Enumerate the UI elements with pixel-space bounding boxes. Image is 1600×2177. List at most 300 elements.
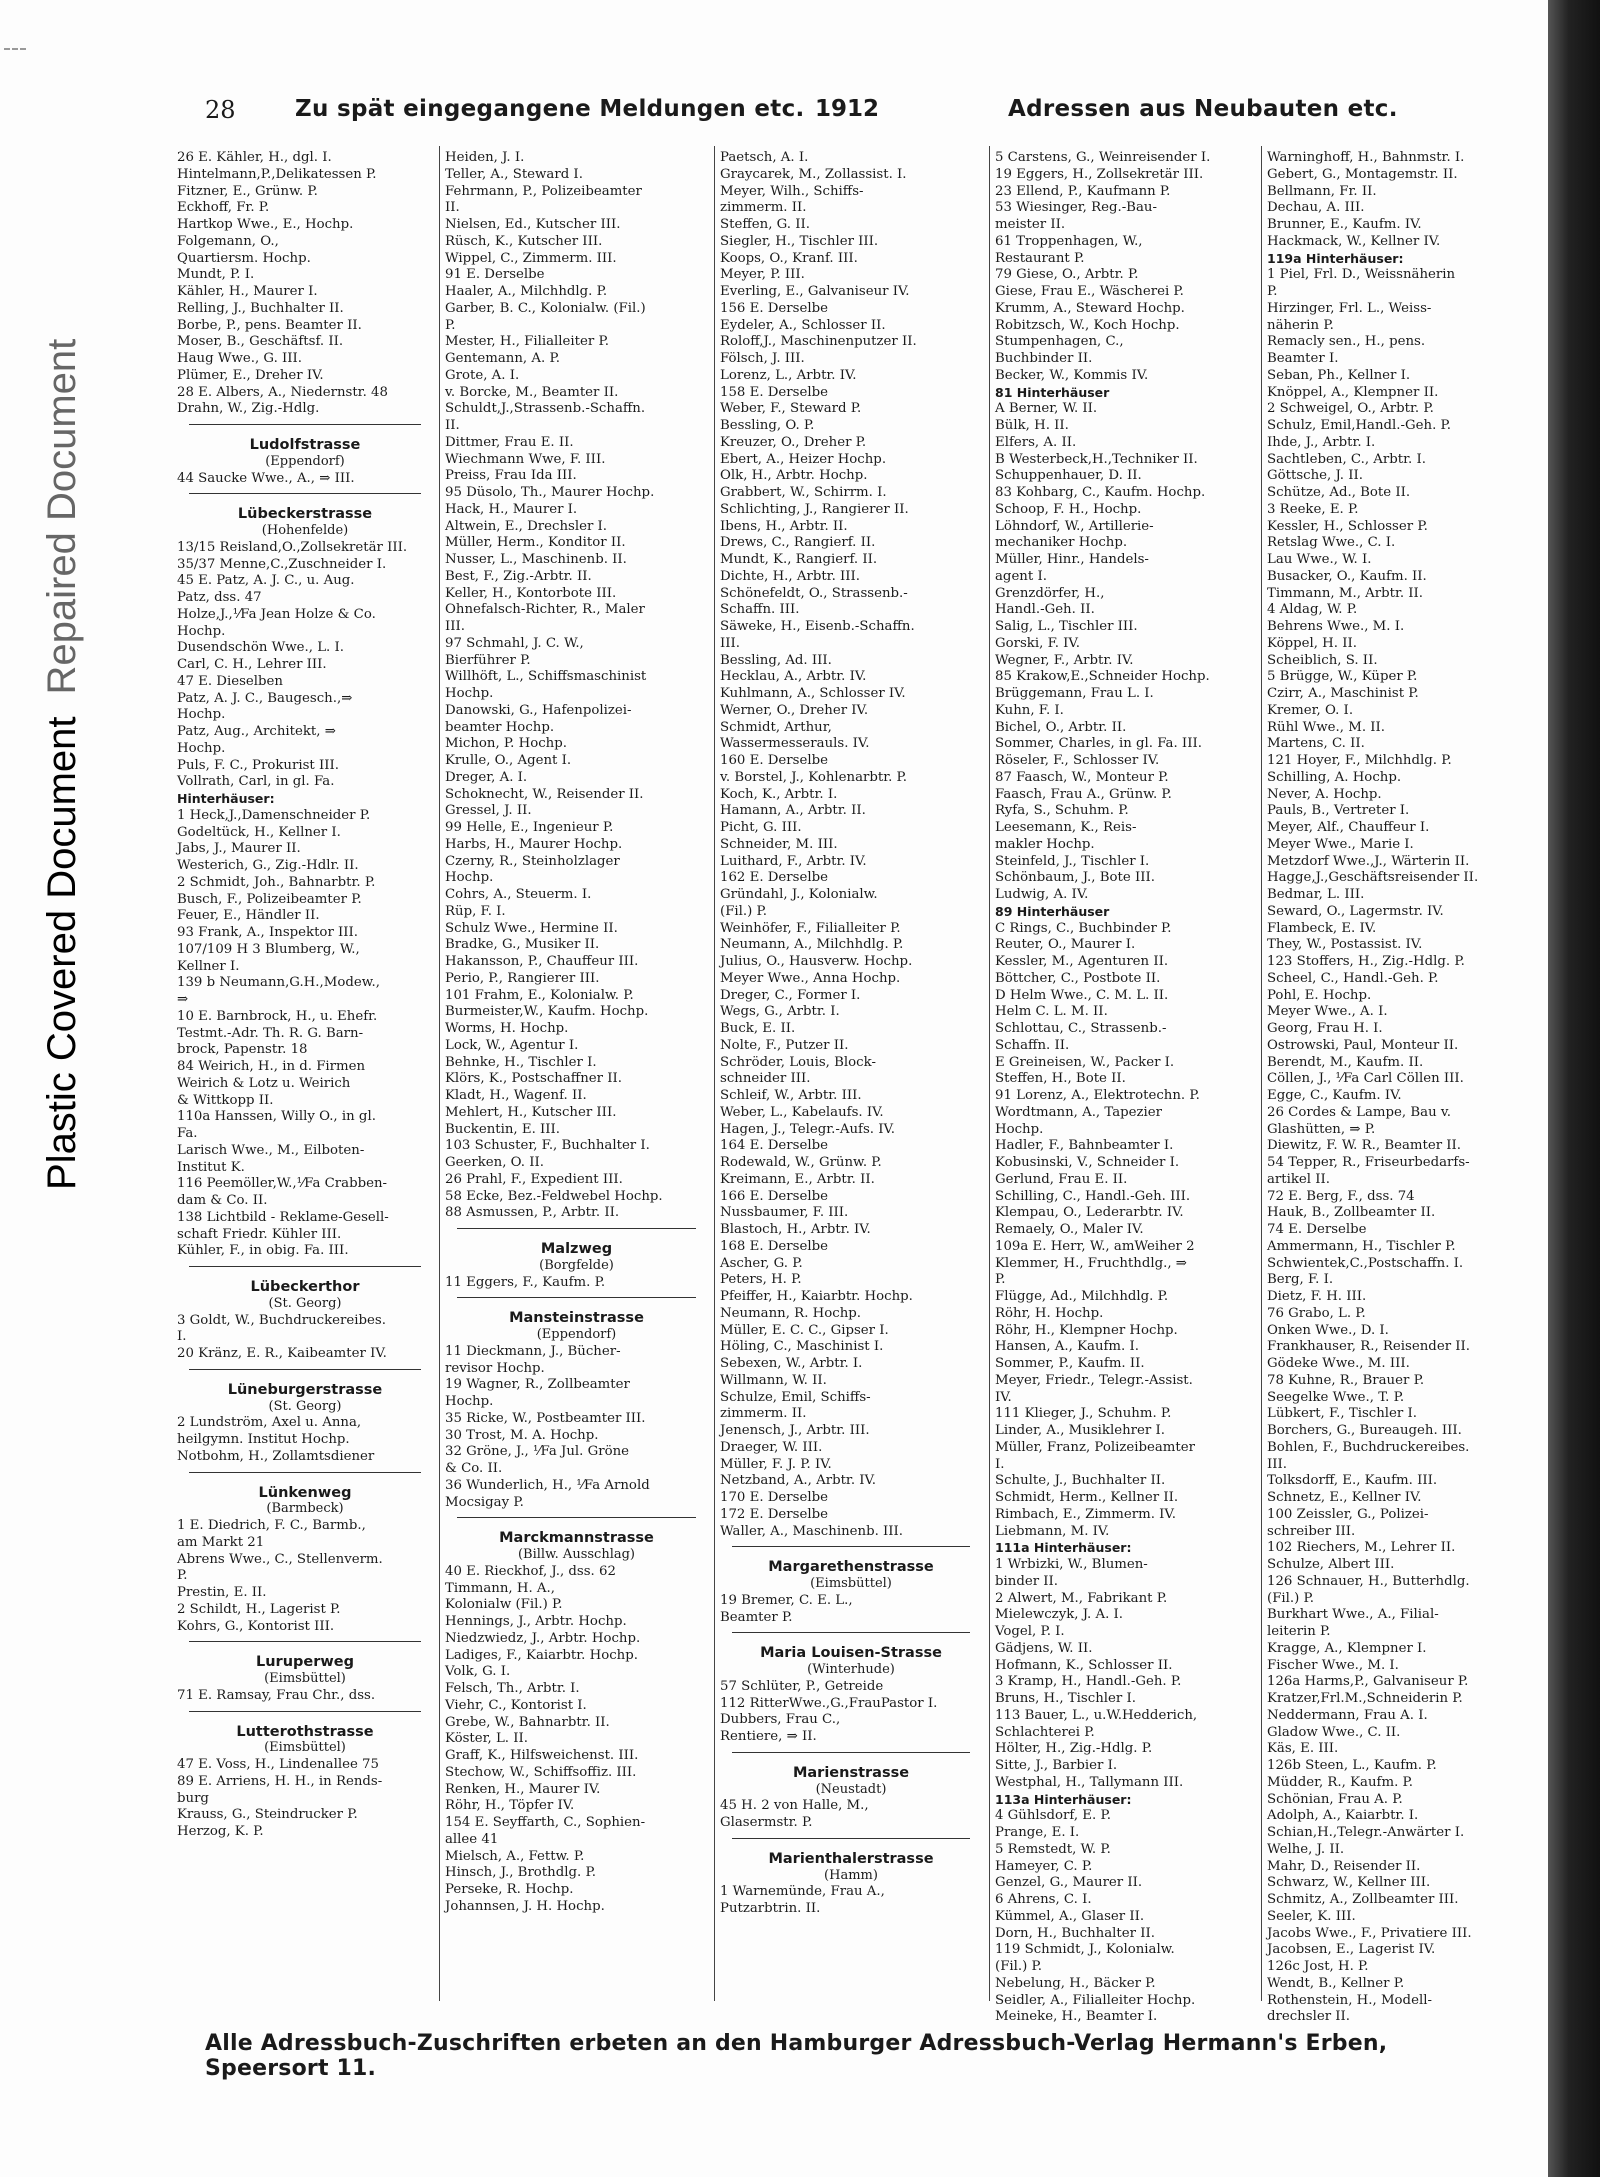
directory-entry: Mehlert, H., Kutscher III. [445, 1104, 617, 1120]
directory-entry: Altwein, E., Drechsler I. [445, 518, 608, 534]
directory-entry: Schoop, F. H., Hochp. [995, 501, 1142, 517]
directory-entry: Röhr, H. Hochp. [995, 1305, 1104, 1321]
directory-entry: 11 Dieckmann, J., Bücher- [445, 1343, 621, 1359]
directory-entry: III. [445, 619, 465, 634]
directory-entry: Tolksdorff, E., Kaufm. III. [1267, 1473, 1438, 1489]
directory-entry: 164 E. Derselbe [720, 1138, 828, 1154]
district-label: (Hamm) [824, 1867, 878, 1883]
directory-entry: 1 Wrbizki, W., Blumen- [995, 1557, 1148, 1572]
district-label: (Borgfelde) [539, 1257, 614, 1273]
directory-entry: Schmitz, A., Zollbeamter III. [1267, 1892, 1459, 1907]
directory-entry: Schian,H.,Telegr.-Anwärter I. [1267, 1825, 1465, 1840]
street-heading: Marienstrasse [792, 1764, 910, 1781]
directory-entry: Gründahl, J., Kolonialw. [720, 887, 878, 902]
directory-entry: 5 Remstedt, W. P. [995, 1841, 1111, 1857]
directory-entry: Hansen, A., Kaufm. I. [995, 1339, 1139, 1355]
directory-entry: 126b Steen, L., Kaufm. P. [1267, 1758, 1437, 1773]
directory-entry: zimmerm. II. [720, 1406, 807, 1422]
directory-entry: 57 Schlüter, P., Getreide [720, 1678, 884, 1694]
directory-entry: 3 Reeke, E. P. [1267, 501, 1359, 517]
directory-entry: Burmeister,W., Kaufm. Hochp. [445, 1004, 649, 1020]
directory-entry: Buck, E. II. [720, 1021, 796, 1036]
column-rule [989, 146, 990, 2001]
directory-entry: Rüp, F. I. [445, 903, 506, 919]
directory-entry: 156 E. Derselbe [720, 300, 828, 316]
section-divider [189, 1711, 421, 1712]
directory-entry: Haaler, A., Milchhdlg. P. [445, 284, 608, 299]
directory-entry: Renken, H., Maurer IV. [445, 1781, 601, 1797]
directory-entry: Meyer, P. III. [720, 267, 805, 283]
street-heading: Maria Louisen-Strasse [760, 1645, 942, 1662]
directory-entry: Willhöft, L., Schiffsmaschinist [445, 669, 647, 685]
directory-entry: Restaurant P. [995, 250, 1085, 266]
directory-entry: burg [177, 1790, 209, 1806]
directory-entry: 13/15 Reisland,O.,Zollsekretär III. [177, 539, 408, 555]
section-divider [457, 1297, 696, 1298]
directory-entry: 97 Schmahl, J. C. W., [445, 635, 584, 651]
directory-entry: Ebert, A., Heizer Hochp. [720, 451, 887, 467]
directory-entry: Patz, A. J. C., Baugesch.,⇒ [177, 690, 353, 706]
directory-entry: Roloff,J., Maschinenputzer II. [720, 334, 917, 350]
directory-entry: Knöppel, A., Klempner II. [1267, 384, 1439, 400]
directory-entry: Dreger, C., Former I. [720, 987, 861, 1003]
district-label: (Eppendorf) [265, 453, 345, 469]
directory-entry: Neumann, R. Hochp. [720, 1305, 862, 1321]
directory-entry: ⇒ [177, 992, 189, 1007]
directory-entry: Reuter, O., Maurer I. [995, 937, 1136, 953]
directory-entry: Hochp. [445, 870, 494, 886]
directory-entry: Hecklau, A., Arbtr. IV. [720, 669, 867, 685]
directory-entry: Weber, L., Kabelaufs. IV. [720, 1104, 884, 1120]
directory-entry: Brüggemann, Frau L. I. [995, 686, 1154, 701]
street-block [177, 1711, 433, 1841]
directory-entry: Godeltück, H., Kellner I. [177, 824, 341, 840]
street-heading: Lünkenweg [258, 1484, 352, 1501]
directory-entry: Kellner I. [177, 958, 240, 974]
directory-entry: Carl, C. H., Lehrer III. [177, 657, 327, 672]
district-label: (Winterhude) [807, 1662, 895, 1677]
directory-entry: Weinhöfer, F., Filialleiter P. [720, 920, 901, 936]
column-2 [445, 146, 708, 2001]
directory-entry: Holze,J.,⅟Fa Jean Holze & Co. [177, 606, 376, 622]
directory-entry: Mielsch, A., Fettw. P. [445, 1848, 585, 1864]
directory-entry: Bohlen, F., Buchdruckereibes. [1267, 1439, 1470, 1455]
directory-entry: 36 Wunderlich, H., ⅟Fa Arnold [445, 1477, 650, 1493]
directory-entry: Schönian, Frau A. P. [1267, 1791, 1403, 1807]
directory-entry: Bierführer P. [445, 652, 531, 668]
directory-entry: Meyer, Friedr., Telegr.-Assist. [995, 1372, 1193, 1388]
directory-entry: 91 E. Derselbe [445, 267, 545, 283]
directory-entry: Quartiersm. Hochp. [177, 250, 311, 266]
directory-entry: Eckhoff, Fr. P. [177, 200, 270, 216]
directory-entry: Buckentin, E. III. [445, 1121, 561, 1137]
directory-entry: Gentemann, A. P. [445, 351, 560, 366]
district-label: (St. Georg) [268, 1295, 342, 1311]
directory-entry: Keller, H., Kontorbote III. [445, 585, 617, 601]
directory-entry: Schaffn. III. [720, 602, 800, 618]
directory-entry: 28 E. Albers, A., Niedernstr. 48 [177, 384, 388, 400]
section-divider [732, 1546, 970, 1547]
directory-entry: 40 E. Rieckhof, J., dss. 62 [445, 1563, 616, 1579]
directory-entry: heilgymn. Institut Hochp. [177, 1432, 350, 1447]
directory-entry: Geerken, O. II. [445, 1155, 544, 1170]
directory-entry: Bruns, H., Tischler I. [995, 1691, 1136, 1706]
directory-entry: Busacker, O., Kaufm. II. [1267, 568, 1427, 584]
directory-entry: P. [177, 1568, 188, 1584]
directory-entry: Gebert, G., Montagemstr. II. [1267, 166, 1458, 182]
directory-entry: Löhndorf, W., Artillerie- [995, 518, 1154, 534]
directory-entry: (Fil.) P. [995, 1959, 1043, 1974]
directory-entry: Nebelung, H., Bäcker P. [995, 1975, 1156, 1991]
directory-entry: Kolonialw (Fil.) P. [445, 1597, 563, 1613]
street-block [177, 1369, 433, 1466]
directory-entry: 88 Asmussen, P., Arbtr. II. [445, 1205, 620, 1221]
directory-entry: Krulle, O., Agent I. [445, 753, 572, 768]
directory-entry: Sitte, J., Barbier I. [995, 1758, 1118, 1773]
directory-entry: Willmann, W. II. [720, 1372, 827, 1388]
street-block [720, 1838, 982, 1918]
directory-entry: Brunner, E., Kaufm. IV. [1267, 217, 1422, 232]
directory-entry: Hack, H., Maurer I. [445, 501, 578, 517]
directory-entry: A Berner, W. II. [995, 401, 1098, 417]
directory-entry: Julius, O., Hausverw. Hochp. [720, 954, 913, 969]
directory-entry: Kobusinski, V., Schneider I. [995, 1155, 1180, 1170]
directory-entry: Garber, B. C., Kolonialw. (Fil.) [445, 300, 646, 316]
directory-entry: Säweke, H., Eisenb.-Schaffn. [720, 619, 915, 634]
directory-entry: Gressel, J. II. [445, 803, 532, 819]
directory-entry: Müller, E. C. C., Gipser I. [720, 1322, 889, 1338]
directory-entry: Ludwig, A. IV. [995, 887, 1089, 902]
directory-entry: Neumann, A., Milchhdlg. P. [720, 937, 904, 953]
directory-entry: Robitzsch, W., Koch Hochp. [995, 317, 1180, 333]
directory-entry: Bessling, O. P. [720, 418, 815, 433]
directory-entry: v. Borcke, M., Beamter II. [445, 384, 619, 400]
street-block [445, 1297, 708, 1511]
section-divider [189, 1266, 421, 1267]
directory-entry: Sebexen, W., Arbtr. I. [720, 1356, 863, 1371]
directory-entry: Dietz, F. H. III. [1267, 1289, 1367, 1304]
directory-entry: Cöllen, J., ⅟Fa Carl Cöllen III. [1267, 1071, 1464, 1087]
directory-entry: Mundt, K., Rangierf. II. [720, 552, 878, 567]
district-label: (Eimsbüttel) [810, 1576, 892, 1591]
directory-entry: Dorn, H., Buchhalter II. [995, 1925, 1155, 1941]
directory-entry: Bichel, O., Arbtr. II. [995, 719, 1127, 735]
directory-entry: 45 H. 2 von Halle, M., [720, 1798, 869, 1814]
directory-entry: Stechow, W., Schiffsoffiz. III. [445, 1764, 637, 1780]
street-heading: Mansteinstrasse [509, 1310, 644, 1327]
directory-entry: Ammermann, H., Tischler P. [1267, 1238, 1456, 1254]
directory-entry: Testmt.-Adr. Th. R. G. Barn- [177, 1025, 364, 1041]
directory-entry: binder II. [995, 1573, 1059, 1589]
directory-entry: 113 Bauer, L., u.W.Hedderich, [995, 1707, 1198, 1723]
directory-entry: Wordtmann, A., Tapezier [995, 1104, 1163, 1120]
directory-entry: 5 Carstens, G., Weinreisender I. [995, 150, 1211, 165]
directory-entry: Kühler, F., in obig. Fa. III. [177, 1243, 349, 1259]
directory-entry: Best, F., Zig.-Arbtr. II. [445, 568, 592, 584]
directory-entry: Never, A. Hochp. [1267, 786, 1382, 802]
directory-entry: 101 Frahm, E., Kolonialw. P. [445, 987, 634, 1003]
directory-entry: Warninghoff, H., Bahnmstr. I. [1267, 150, 1465, 165]
directory-entry: 160 E. Derselbe [720, 753, 828, 768]
directory-entry: 76 Grabo, L. P. [1267, 1305, 1366, 1321]
directory-entry: Drahn, W., Zig.-Hdlg. [177, 401, 320, 417]
directory-entry: Kuhlmann, A., Schlosser IV. [720, 686, 906, 701]
directory-entry: Glashütten, ⇒ P. [1267, 1121, 1376, 1137]
directory-entry: Hameyer, C. P. [995, 1858, 1093, 1874]
directory-entry: Schulze, Albert III. [1267, 1557, 1395, 1572]
directory-entry: Schaffn. II. [995, 1037, 1070, 1053]
directory-entry: Ibens, H., Arbtr. II. [720, 518, 848, 534]
directory-entry: 93 Frank, A., Inspektor III. [177, 925, 359, 940]
directory-entry: brock, Papenstr. 18 [177, 1042, 308, 1058]
directory-entry: 61 Troppenhagen, W., [995, 233, 1143, 249]
directory-entry: Sommer, Charles, in gl. Fa. III. [995, 736, 1202, 752]
page-header [165, 90, 1470, 130]
directory-entry: Picht, G. III. [720, 820, 802, 835]
street-block [177, 150, 433, 418]
directory-entry: 154 E. Seyffarth, C., Sophien- [445, 1815, 646, 1830]
directory-entry: Müller, Hinr., Handels- [995, 552, 1149, 567]
column-1 [177, 146, 433, 2001]
directory-entry: 4 Gühlsdorf, E. P. [995, 1808, 1111, 1824]
directory-entry: Linder, A., Musiklehrer I. [995, 1423, 1165, 1438]
directory-entry: Heiden, J. I. [445, 150, 525, 165]
directory-entry: Herzog, K. P. [177, 1824, 264, 1839]
directory-entry: Giese, Frau E., Wäscherei P. [995, 284, 1184, 299]
directory-entry: Liebmann, M. IV. [995, 1523, 1110, 1539]
directory-entry: Bellmann, Fr. II. [1267, 183, 1377, 199]
street-heading: Marckmannstrasse [499, 1530, 654, 1547]
directory-entry: Faasch, Frau A., Grünw. P. [995, 786, 1172, 802]
directory-entry: 170 E. Derselbe [720, 1490, 828, 1505]
directory-entry: Neddermann, Frau A. I. [1267, 1707, 1428, 1723]
directory-entry: Kragge, A., Klempner I. [1267, 1640, 1427, 1656]
directory-entry: Schulz, Emil,Handl.-Geh. P. [1267, 418, 1452, 433]
directory-entry: Gerlund, Frau E. II. [995, 1171, 1128, 1187]
directory-entry: Fehrmann, P., Polizeibeamter [445, 183, 642, 199]
scan-mark [4, 48, 26, 50]
directory-entry: Patz, dss. 47 [177, 590, 262, 605]
directory-entry: 99 Helle, E., Ingenieur P. [445, 820, 614, 835]
directory-entry: Haug Wwe., G. III. [177, 351, 303, 366]
directory-entry: beamter Hochp. [445, 719, 555, 735]
directory-entry: 111 Klieger, J., Schuhm. P. [995, 1406, 1172, 1422]
directory-entry: Bessling, Ad. III. [720, 652, 832, 668]
street-heading: Lutterothstrasse [236, 1723, 374, 1740]
directory-entry: 54 Tepper, R., Friseurbedarfs- [1267, 1155, 1470, 1170]
directory-entry: Schlachterei P. [995, 1724, 1095, 1740]
directory-entry: Hamann, A., Arbtr. II. [720, 803, 866, 819]
directory-entry: Hadler, F., Bahnbeamter I. [995, 1138, 1174, 1154]
directory-entry: E Greineisen, W., Packer I. [995, 1054, 1175, 1070]
directory-entry: am Markt 21 [177, 1534, 265, 1550]
directory-entry: 72 E. Berg, F., dss. 74 [1267, 1188, 1415, 1204]
directory-entry: III. [720, 635, 740, 651]
directory-entry: Scheiblich, S. II. [1267, 652, 1378, 668]
directory-entry: 10 E. Barnbrock, H., u. Ehefr. [177, 1008, 378, 1024]
directory-entry: Köster, L. II. [445, 1731, 528, 1747]
directory-entry: Graycarek, M., Zollassist. I. [720, 166, 907, 182]
directory-entry: Luithard, F., Arbtr. IV. [720, 853, 867, 869]
directory-entry: 45 E. Patz, A. J. C., u. Aug. [177, 573, 355, 589]
directory-entry: Ascher, G. P. [720, 1255, 803, 1271]
district-label: (Eppendorf) [536, 1327, 617, 1342]
street-block [1267, 150, 1479, 2026]
directory-entry: Pohl, E. Hochp. [1267, 987, 1372, 1003]
directory-entry: Volk, G. I. [445, 1664, 511, 1680]
directory-entry: C Rings, C., Buchbinder P. [995, 920, 1172, 936]
directory-entry: Kümmel, A., Glaser II. [995, 1908, 1145, 1924]
section-divider [457, 1517, 696, 1518]
column-rule [1261, 146, 1262, 2001]
directory-entry: mechaniker Hochp. [995, 535, 1128, 551]
directory-entry: Prange, E. I. [995, 1825, 1080, 1840]
directory-entry: Kladt, H., Wagenf. II. [445, 1088, 587, 1103]
directory-entry: Retslag Wwe., C. I. [1267, 535, 1396, 551]
directory-entry: 1 Piel, Frl. D., Weissnäherin [1267, 267, 1456, 283]
directory-entry: Everling, E., Galvaniseur IV. [720, 284, 910, 299]
directory-entry: Bülk, H. II. [995, 418, 1069, 433]
directory-entry: Steffen, G. II. [720, 217, 810, 232]
directory-entry: Czerny, R., Steinholzlager [445, 853, 620, 869]
directory-entry: Dechau, A. III. [1267, 200, 1365, 216]
directory-entry: Jacobs Wwe., F., Privatiere III. [1267, 1925, 1472, 1941]
street-block [445, 150, 708, 1222]
district-label: (Hohenfelde) [261, 523, 349, 538]
directory-entry: Rodewald, W., Grünw. P. [720, 1155, 882, 1170]
directory-entry: Salig, L., Tischler III. [995, 619, 1138, 634]
directory-entry: Worms, H. Hochp. [445, 1021, 569, 1036]
directory-entry: Borchers, G., Bureaugeh. III. [1267, 1423, 1462, 1438]
directory-entry: Rothenstein, H., Modell- [1267, 1992, 1432, 2008]
section-divider [732, 1838, 970, 1839]
directory-entry: Hennings, J., Arbtr. Hochp. [445, 1614, 627, 1629]
directory-entry: Hochp. [177, 740, 226, 756]
directory-entry: Kohrs, G., Kontorist III. [177, 1618, 335, 1634]
directory-entry: 58 Ecke, Bez.-Feldwebel Hochp. [445, 1188, 663, 1204]
directory-entry: Gädjens, W. II. [995, 1640, 1093, 1656]
directory-entry: Timmann, M., Arbtr. II. [1267, 585, 1424, 601]
directory-entry: 103 Schuster, F., Buchhalter I. [445, 1138, 650, 1154]
street-heading: Malzweg [540, 1241, 613, 1257]
directory-entry: Dreger, A. I. [445, 769, 528, 785]
directory-entry: Schönbaum, J., Bote III. [995, 870, 1155, 886]
district-label: (St. Georg) [268, 1398, 342, 1414]
directory-entry: 11 Eggers, F., Kaufm. P. [445, 1274, 606, 1290]
street-heading: Lüneburgerstrasse [227, 1381, 383, 1398]
directory-entry: allee 41 [445, 1831, 499, 1847]
directory-entry: artikel II. [1267, 1171, 1331, 1187]
directory-entry: Hagge,J.,Geschäftsreisender II. [1267, 870, 1479, 886]
section-divider [732, 1632, 970, 1633]
directory-entry: Schuppenhauer, D. II. [995, 468, 1142, 484]
directory-entry: Hackmack, W., Kellner IV. [1267, 233, 1441, 249]
directory-entry: 102 Riechers, M., Lehrer II. [1267, 1540, 1456, 1556]
directory-entry: Onken Wwe., D. I. [1267, 1322, 1389, 1338]
directory-entry: Hofmann, K., Schlosser II. [995, 1657, 1173, 1673]
directory-entry: Rimbach, E., Zimmerm. IV. [995, 1506, 1176, 1522]
directory-entry: Burkhart Wwe., A., Filial- [1267, 1607, 1439, 1623]
directory-entry: 32 Gröne, J., ⅟Fa Jul. Gröne [445, 1444, 630, 1460]
directory-entry: Wendt, B., Kellner P. [1267, 1975, 1405, 1991]
directory-entry: Moser, B., Geschäftsf. II. [177, 334, 344, 350]
street-block [177, 1266, 433, 1363]
directory-entry: Meyer Wwe., Marie I. [1267, 836, 1414, 852]
directory-entry: Koops, O., Kranf. III. [720, 250, 858, 266]
directory-entry: Schwientek,C.,Postschaffn. I. [1267, 1255, 1464, 1271]
directory-entry: Dittmer, Frau E. II. [445, 434, 574, 450]
directory-entry: Käs, E. III. [1267, 1741, 1339, 1757]
district-label: (Billw. Ausschlag) [517, 1547, 635, 1562]
directory-entry: Fa. [177, 1126, 198, 1141]
directory-entry: Hintelmann,P.,Delikatessen P. [177, 166, 377, 182]
directory-entry: Gorski, F. IV. [995, 635, 1080, 651]
directory-entry: Nolte, F., Putzer II. [720, 1037, 849, 1053]
header-left-title: Zu spät eingegangene Meldungen etc. [295, 96, 805, 122]
page-footer: Alle Adressbuch-Zuschriften erbeten an den Hamburger Adressbuch-Verlag Hermann's Erben, Speersort 11. [205, 2031, 1388, 2081]
directory-entry: Jabs, J., Maurer II. [177, 841, 301, 857]
directory-entry: Busch, F., Polizeibeamter P. [177, 891, 362, 907]
directory-entry: 158 E. Derselbe [720, 384, 828, 400]
directory-entry: Cohrs, A., Steuerm. I. [445, 887, 592, 902]
directory-entry: 126c Jost, H. P. [1267, 1959, 1369, 1974]
directory-entry: 35/37 Menne,C.,Zuschneider I. [177, 556, 387, 572]
section-divider [189, 493, 421, 494]
directory-entry: Westphal, H., Tallymann III. [995, 1774, 1184, 1790]
directory-entry: 84 Weirich, H., in d. Firmen [177, 1059, 366, 1074]
directory-entry: Fölsch, J. III. [720, 351, 805, 366]
directory-entry: Höling, C., Maschinist I. [720, 1339, 884, 1355]
directory-entry: 2 Schmidt, Joh., Bahnarbtr. P. [177, 874, 376, 890]
directory-entry: P. [445, 317, 456, 333]
directory-entry: D Helm Wwe., C. M. L. II. [995, 987, 1169, 1003]
directory-entry: Ihde, J., Arbtr. I. [1267, 434, 1376, 450]
directory-entry: P. [1267, 284, 1278, 299]
directory-entry: Seeler, K. III. [1267, 1908, 1356, 1924]
directory-entry: Welhe, J. II. [1267, 1841, 1345, 1857]
directory-entry: Netzband, A., Arbtr. IV. [720, 1473, 877, 1489]
directory-entry: 44 Saucke Wwe., A., ⇒ III. [177, 470, 355, 486]
directory-entry: 2 Alwert, M., Fabrikant P. [995, 1590, 1168, 1606]
directory-entry: Leesemann, K., Reis- [995, 820, 1137, 835]
directory-entry: 168 E. Derselbe [720, 1238, 828, 1254]
directory-entry: Metzdorf Wwe.,J., Wärterin II. [1267, 853, 1470, 869]
directory-entry: 109a E. Herr, W., amWeiher 2 [995, 1238, 1195, 1254]
directory-entry: 19 Bremer, C. E. L., [720, 1592, 853, 1608]
header-year: 1912 [815, 96, 880, 122]
column-5 [1267, 146, 1479, 2025]
directory-entry: Flügge, Ad., Milchhdlg. P. [995, 1289, 1169, 1304]
directory-entry: Bradke, G., Musiker II. [445, 937, 600, 953]
directory-entry: 121 Hoyer, F., Milchhdlg. P. [1267, 753, 1452, 768]
directory-entry: Köppel, H. II. [1267, 635, 1357, 651]
section-divider [189, 424, 421, 425]
directory-entry: 91 Lorenz, A., Elektrotechn. P. [995, 1088, 1200, 1103]
directory-entry: Kreimann, E., Arbtr. II. [720, 1171, 875, 1187]
section-divider [732, 1752, 970, 1753]
section-divider [189, 1369, 421, 1370]
column-4 [995, 146, 1255, 2025]
directory-entry: Johannsen, J. H. Hochp. [445, 1898, 605, 1914]
directory-entry: Bedmar, L. III. [1267, 887, 1365, 902]
directory-entry: Müller, F. J. P. IV. [720, 1456, 832, 1472]
district-label: (Eimsbüttel) [264, 1671, 346, 1686]
directory-entry: Viehr, C., Kontorist I. [445, 1697, 587, 1713]
street-block [177, 493, 433, 1260]
directory-entry: 1 Heck,J.,Damenschneider P. [177, 807, 371, 823]
directory-entry: Klempau, O., Lederarbtr. IV. [995, 1205, 1184, 1221]
directory-entry: Kratzer,Frl.M.,Schneiderin P. [1267, 1691, 1463, 1706]
